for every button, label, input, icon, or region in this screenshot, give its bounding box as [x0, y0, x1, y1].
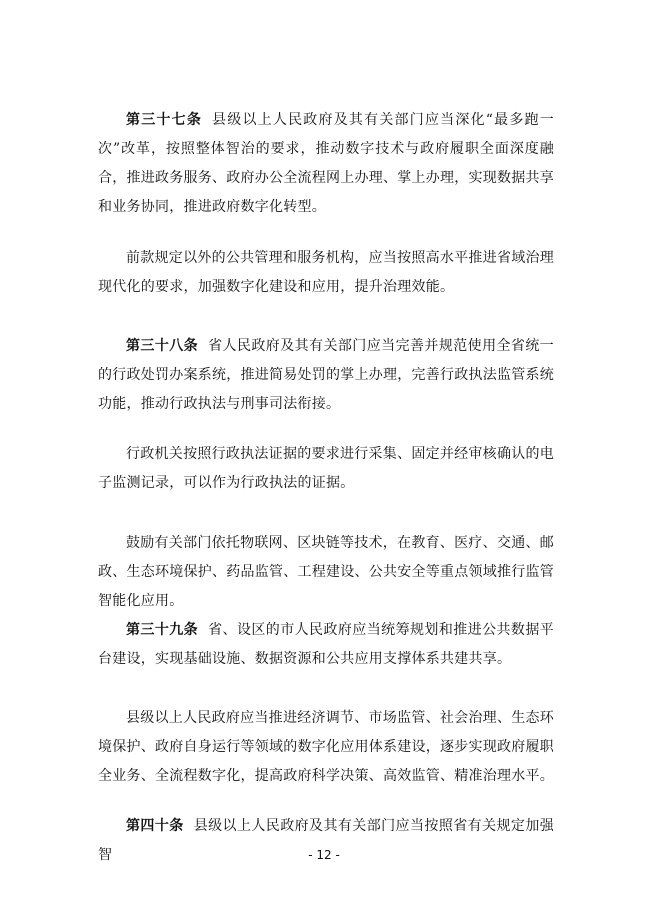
paragraph-text: 县级以上人民政府应当推进经济调节、市场监管、社会治理、生态环境保护、政府自身运行等领域的数字化应用体系建设，逐步实现政府履职全业务、全流程数字化，提高政府科学决策、高效监管、精准治理水平。: [98, 710, 554, 784]
paragraph-article-39-clause-2: [98, 704, 554, 791]
paragraph-article-37: [98, 106, 554, 222]
paragraph-text: 行政机关按照行政执法证据的要求进行采集、固定并经审核确认的电子监测记录，可以作为行政执法的证据。: [98, 446, 554, 491]
paragraph-text: 省人民政府及其有关部门应当完善并规范使用全省统一的行政处罚办案系统，推进简易处罚的掌上办理，完善行政执法监管系统功能，推动行政执法与刑事司法衔接。: [98, 338, 555, 412]
paragraph-text: 鼓励有关部门依托物联网、区块链等技术，在教育、医疗、交通、邮政、生态环境保护、药品监管、工程建设、公共安全等重点领域推行监管智能化应用。: [98, 535, 554, 609]
article-number: 第三十八条: [126, 338, 199, 354]
paragraph-text: 前款规定以外的公共管理和服务机构，应当按照高水平推进省域治理现代化的要求，加强数字化建设和应用，提升治理效能。: [98, 250, 554, 295]
article-number: 第三十九条: [126, 622, 199, 638]
paragraph-article-38: [98, 332, 554, 419]
paragraph-text: 县级以上人民政府及其有关部门应当按照省有关规定加强智: [98, 818, 555, 863]
paragraph-article-38-clause-2: [98, 440, 554, 498]
article-number: 第四十条: [126, 818, 184, 834]
paragraph-article-39: [98, 616, 554, 674]
paragraph-article-38-clause-3: [98, 529, 554, 616]
paragraph-article-37-clause-2: [98, 244, 554, 302]
article-number: 第三十七条: [126, 112, 203, 128]
paragraph-text: 省、设区的市人民政府应当统筹规划和推进公共数据平台建设，实现基础设施、数据资源和公共应用支撑体系共建共享。: [98, 622, 555, 667]
page-number: - 12 -: [308, 848, 340, 862]
paragraph-text: 县级以上人民政府及其有关部门应当深化“最多跑一次”改革，按照整体智治的要求，推动数字技术与政府履职全面深度融合，推进政务服务、政府办公全流程网上办理、掌上办理，实现数据共享和业务协同，推进政府数字化转型。: [98, 112, 555, 215]
